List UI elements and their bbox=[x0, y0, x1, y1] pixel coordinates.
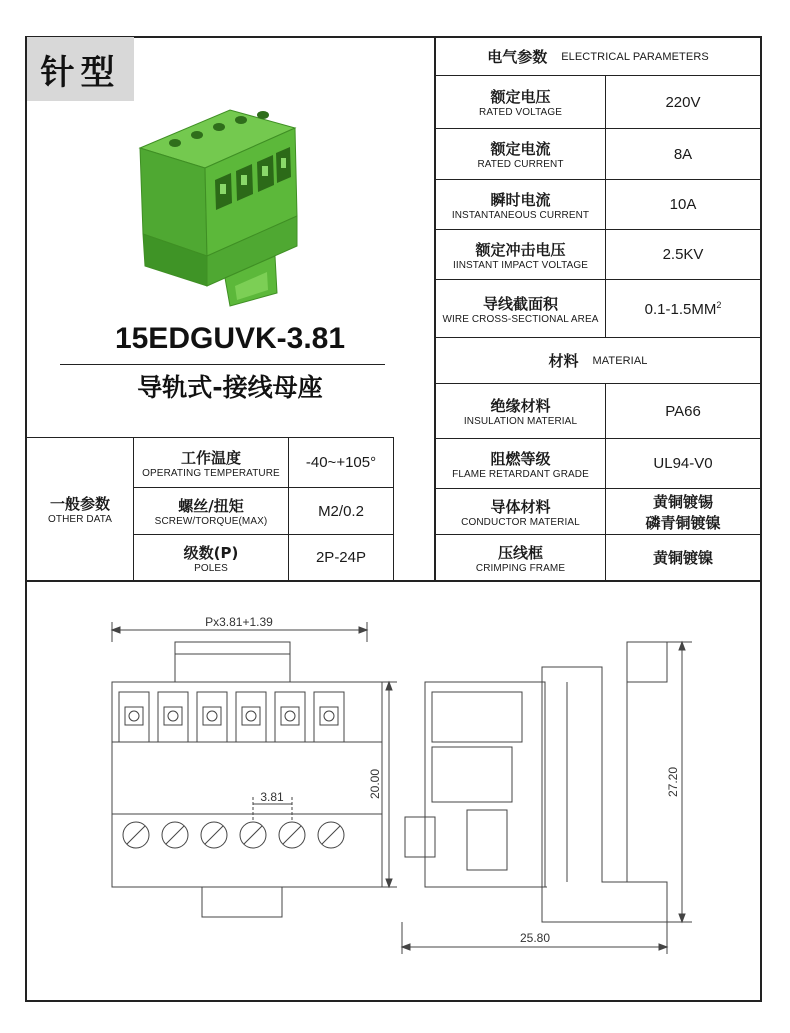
side-width-label: 25.80 bbox=[519, 931, 551, 945]
material-row-value bbox=[606, 489, 760, 534]
row-label-cn: 螺丝/扭矩 bbox=[178, 497, 244, 515]
general-row-label bbox=[134, 535, 288, 580]
material-row-value bbox=[606, 439, 760, 488]
row-label-cn: 瞬时电流 bbox=[490, 190, 551, 209]
row-label-en: CRIMPING FRAME bbox=[475, 562, 566, 574]
material-header bbox=[436, 338, 760, 383]
material-row-label bbox=[436, 439, 605, 488]
row-label-cn: 额定冲击电压 bbox=[475, 240, 566, 259]
wire-area-number: 0.1-1.5MM bbox=[644, 300, 717, 318]
electrical-header-en: ELECTRICAL PARAMETERS bbox=[561, 50, 709, 63]
product-subtitle: 导轨式-接线母座 bbox=[137, 373, 323, 402]
wire-area-superscript: 2 bbox=[716, 299, 722, 310]
material-row-value bbox=[606, 535, 760, 580]
general-row-value bbox=[289, 438, 393, 487]
row-label-en: WIRE CROSS-SECTIONAL AREA bbox=[442, 313, 599, 325]
electrical-row-label bbox=[436, 76, 605, 128]
material-row-label bbox=[436, 535, 605, 580]
row-value: 10A bbox=[669, 196, 697, 213]
electrical-row-value bbox=[606, 129, 760, 179]
row-label-cn: 导线截面积 bbox=[482, 294, 558, 313]
electrical-row-label bbox=[436, 230, 605, 279]
row-value-line2: 磷青铜镀镍 bbox=[645, 513, 721, 532]
material-row-value bbox=[606, 384, 760, 438]
row-label-cn: 级数(P) bbox=[183, 543, 239, 562]
electrical-row-value bbox=[606, 76, 760, 128]
row-label-cn: 额定电流 bbox=[490, 140, 551, 158]
material-header-cn: 材料 bbox=[548, 352, 579, 370]
electrical-row-value bbox=[606, 280, 760, 337]
row-label-en: IINSTANT IMPACT VOLTAGE bbox=[452, 259, 589, 271]
row-value-line1: 黄铜镀锡 bbox=[652, 492, 713, 511]
row-label-cn: 压线框 bbox=[497, 543, 543, 562]
electrical-row-label bbox=[436, 129, 605, 179]
product-model: 15EDGUVK-3.81 bbox=[114, 322, 346, 355]
electrical-header bbox=[436, 38, 760, 75]
general-label-en: OTHER DATA bbox=[48, 514, 112, 525]
row-value: -40~+105° bbox=[305, 454, 377, 471]
row-value: M2/0.2 bbox=[318, 502, 364, 520]
row-label-en: POLES bbox=[194, 562, 228, 574]
front-height-label: 20.00 bbox=[368, 768, 382, 800]
general-row-value bbox=[289, 488, 393, 534]
row-label-en: INSULATION MATERIAL bbox=[463, 416, 578, 427]
connector-product-image bbox=[135, 108, 310, 308]
row-label-en: INSTANTANEOUS CURRENT bbox=[451, 209, 590, 221]
row-label-cn: 工作温度 bbox=[180, 448, 241, 467]
row-value: 黄铜镀镍 bbox=[652, 549, 713, 567]
pitch-formula-label: Px3.81+1.39 bbox=[205, 615, 273, 629]
row-label-en: RATED CURRENT bbox=[477, 159, 564, 170]
material-row-label bbox=[436, 384, 605, 438]
row-label-cn: 导体材料 bbox=[490, 497, 551, 516]
side-height-label: 27.20 bbox=[666, 766, 680, 798]
pin-type-badge bbox=[27, 37, 134, 101]
electrical-header-cn: 电气参数 bbox=[487, 48, 548, 66]
general-row-label bbox=[134, 488, 288, 534]
row-label-en: OPERATING TEMPERATURE bbox=[142, 467, 280, 479]
row-label-en: CONDUCTOR MATERIAL bbox=[461, 516, 580, 528]
electrical-row-value bbox=[606, 230, 760, 279]
wire-area-value bbox=[645, 300, 722, 318]
row-label-en: FLAME RETARDANT GRADE bbox=[452, 468, 589, 480]
row-label-en: RATED VOLTAGE bbox=[479, 107, 562, 118]
row-label-cn: 绝缘材料 bbox=[490, 397, 551, 415]
general-row-label bbox=[134, 438, 288, 487]
electrical-row-label bbox=[436, 180, 605, 229]
general-label bbox=[27, 438, 133, 580]
material-row-label bbox=[436, 489, 605, 534]
electrical-row-label bbox=[436, 280, 605, 337]
row-value: 2.5KV bbox=[662, 246, 704, 263]
electrical-row-value bbox=[606, 180, 760, 229]
pitch-label: 3.81 bbox=[260, 790, 284, 804]
row-value: 8A bbox=[673, 145, 693, 163]
general-label-cn: 一般参数 bbox=[49, 495, 110, 513]
row-value: 2P-24P bbox=[315, 549, 367, 566]
technical-drawing bbox=[27, 582, 760, 1000]
row-value: PA66 bbox=[665, 402, 701, 420]
pin-type-title: 针型 bbox=[40, 52, 121, 93]
row-value: 220V bbox=[665, 93, 701, 111]
row-label-cn: 额定电压 bbox=[490, 88, 551, 106]
general-row-value bbox=[289, 535, 393, 580]
row-value: UL94-V0 bbox=[653, 455, 713, 472]
row-label-cn: 阻燃等级 bbox=[490, 449, 551, 468]
material-header-en: MATERIAL bbox=[592, 354, 648, 367]
row-label-en: SCREW/TORQUE(MAX) bbox=[154, 516, 268, 527]
